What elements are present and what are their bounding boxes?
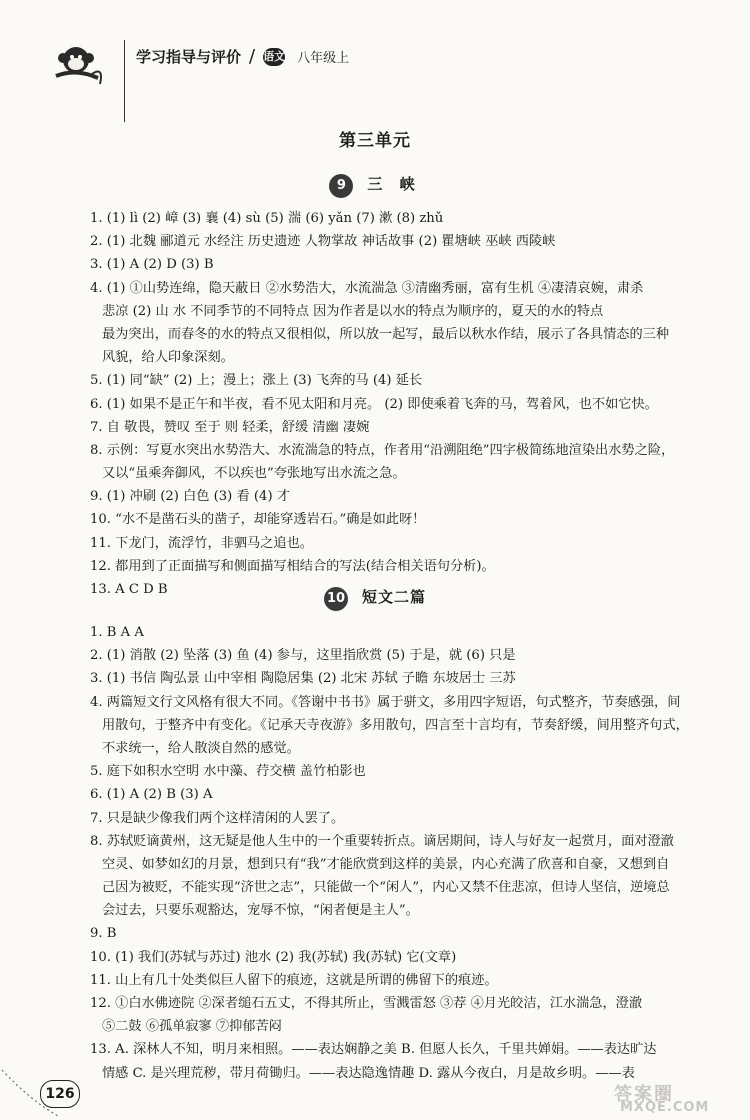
answer-line: 悲凉 (2) 山 水 不同季节的不同特点 因为作者是以水的特点为顺序的，夏天的水的特点	[102, 303, 604, 319]
section-heading-10	[0, 586, 750, 611]
answer-line: 12. ①白水佛迹院 ②深者缒石五丈，不得其所止，雪溅雷怒 ③荐 ④月光皎洁，江水湍急，澄澈	[90, 996, 643, 1011]
answer-line: 2. (1) 北魏 郦道元 水经注 历史遗迹 人物掌故 神话故事 (2) 瞿塘峡 巫峡 西陵峡	[90, 234, 556, 250]
answer-line: 6. (1) 如果不是正午和半夜，看不见太阳和月亮。 (2) 即使乘着飞奔的马，驾着风，也不如它快。	[90, 396, 658, 412]
section-9-answers	[90, 207, 730, 601]
answer-line: 己因为被贬，不能实现“济世之志”，只能做一个“闲人”，内心又禁不住悲凉，但诗人坚信，逆境总	[102, 880, 670, 896]
answer-line: 5. 庭下如积水空明 水中藻、荇交横 盖竹柏影也	[90, 764, 366, 780]
page-number: 126	[40, 1080, 80, 1108]
watermark-text: 答案圈	[614, 1084, 674, 1105]
watermark	[614, 1080, 744, 1116]
answer-line: 3. (1) A (2) D (3) B	[90, 257, 214, 273]
answer-line: 2. (1) 消散 (2) 坠落 (3) 鱼 (4) 参与，这里指欣赏 (5) 于是，就 (6) 只是	[90, 648, 516, 664]
answer-line: 11. 下龙门，流浮竹，非驷马之追也。	[90, 535, 313, 551]
answer-line: 不求统一，给人散淡自然的感觉。	[102, 740, 300, 756]
subject-badge: 语文	[263, 48, 285, 66]
book-title: 学习指导与评价	[136, 48, 242, 66]
answer-line: 11. 山上有几十处类似巨人留下的痕迹，这就是所谓的佛留下的痕迹。	[90, 972, 498, 988]
page-header	[40, 28, 720, 98]
answer-line: 8. 苏轼贬谪黄州，这无疑是他人生中的一个重要转折点。谪居期间，诗人与好友一起赏月，面对澄澈	[90, 833, 674, 849]
answer-line: 7. 只是缺少像我们两个这样清闲的人罢了。	[90, 810, 345, 826]
grade-label: 八年级上	[297, 51, 350, 66]
section-number-badge: 10	[324, 587, 348, 611]
section-title: 三 峡	[367, 175, 421, 193]
answer-line: 4. (1) ①山势连绵，隐天蔽日 ②水势浩大，水流湍急 ③清幽秀丽，富有生机 ④凄清哀婉，肃杀	[90, 280, 644, 296]
answer-line: 风貌，给人印象深刻。	[102, 350, 234, 366]
section-heading-9	[0, 173, 750, 198]
unit-title: 第三单元	[339, 131, 411, 151]
answer-line: ⑤二鼓 ⑥孤单寂寥 ⑦抑郁苦闷	[102, 1019, 282, 1035]
section-title: 短文二篇	[361, 588, 426, 606]
header-divider	[124, 40, 125, 122]
answer-line: 13. A C D B	[90, 582, 168, 597]
section-10-answers	[90, 621, 730, 1085]
watermark-url: MXQE.COM	[620, 1100, 710, 1115]
section-number-badge: 9	[329, 174, 353, 198]
answer-line: 7. 自 敬畏，赞叹 至于 则 轻柔，舒缓 清幽 凄婉	[90, 419, 370, 435]
answer-line: 空灵、如梦如幻的月景，想到只有“我”才能欣赏到这样的美景，内心充满了欣喜和自豪，又想到自	[102, 856, 670, 872]
answer-line: 12. 都用到了正面描写和侧面描写相结合的写法(结合相关语句分析)。	[90, 558, 495, 574]
header-title	[136, 46, 349, 67]
answer-line: 用散句，于整齐中有变化。《记承天寺夜游》多用散句，四言至十言均有，节奏舒缓，间用整齐句式，	[102, 717, 689, 733]
answer-line: 13. A. 深林人不知，明月来相照。——表达娴静之美 B. 但愿人长久，千里共婵娟。——表达旷达	[90, 1042, 657, 1058]
answer-line: 6. (1) A (2) B (3) A	[90, 787, 213, 803]
answer-line: 9. B	[90, 926, 117, 942]
answer-line: 情感 C. 是兴理荒秽，带月荷锄归。——表达隐逸情趣 D. 露从今夜白，月是故乡明。——表	[102, 1065, 635, 1081]
answer-line: 4. 两篇短文行文风格有很大不同。《答谢中书书》属于骈文，多用四字短语，句式整齐，节奏感强，间	[90, 694, 681, 710]
answer-line: 9. (1) 冲刷 (2) 白色 (3) 看 (4) 才	[90, 489, 290, 505]
answer-line: 10. (1) 我们(苏轼与苏过) 池水 (2) 我(苏轼) 我(苏轼) 它(文章)	[90, 949, 457, 965]
answer-line: 会过去，只要乐观豁达，宠辱不惊，“闲者便是主人”。	[102, 903, 419, 919]
answer-line: 又以“虽乘奔御风，不以疾也”夸张地写出水流之急。	[102, 466, 406, 482]
answer-line: 8. 示例：写夏水突出水势浩大、水流湍急的特点，作者用“沿溯阻绝”四字极简练地渲染出水势之险，	[90, 442, 675, 458]
answer-line: 5. (1) 同“缺” (2) 上；漫上；涨上 (3) 飞奔的马 (4) 延长	[90, 373, 423, 389]
answer-line: 10. “水不是凿石头的凿子，却能穿透岩石。”确是如此呀！	[90, 512, 426, 528]
answer-line: 1. (1) lì (2) 嶂 (3) 襄 (4) sù (5) 湍 (6) yǎn (7) 漱 (8) zhǔ	[90, 211, 444, 226]
answer-line: 3. (1) 书信 陶弘景 山中宰相 陶隐居集 (2) 北宋 苏轼 子瞻 东坡居士 三苏	[90, 671, 516, 687]
answer-line: 最为突出，而春冬的水的特点又很相似，所以放一起写，最后以秋水作结，展示了各具情态的三种	[102, 326, 670, 342]
answer-line: 1. B A A	[90, 625, 144, 640]
monkey-mascot-icon	[48, 40, 108, 88]
header-slash: /	[249, 46, 256, 67]
